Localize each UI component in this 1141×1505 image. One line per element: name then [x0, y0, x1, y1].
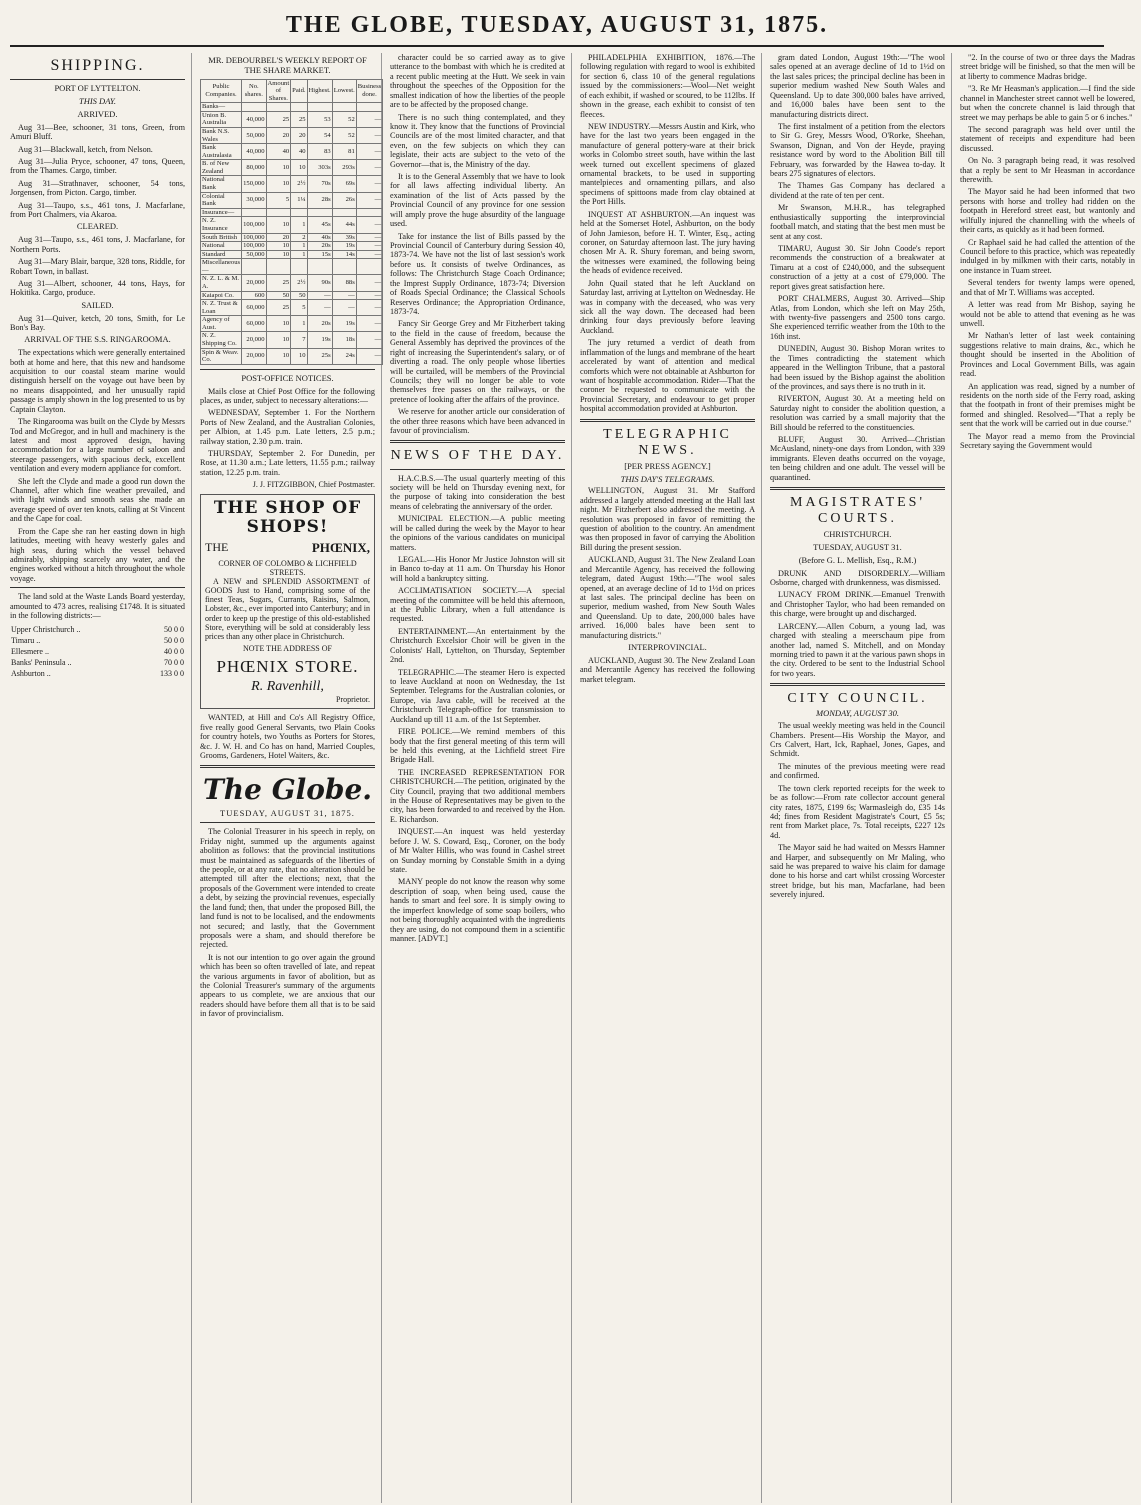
council-paragraph: An application was read, signed by a number of residents on the north side of the Ferry road, asking that the footpath in front of their premises might be formed and shingled. Resolved—"That a reply be sent that the work will be carried out in due course." [960, 381, 1135, 429]
globe-logo: The Globe. [202, 773, 373, 807]
court-case: LARCENY.—Allen Coburn, a young lad, was charged with stealing a meerschaum pipe from another lad, named S. Mitchell, and on Monday morning tried to pawn it at the various pawn shops in the city. Ordered to be sent to the Industrial School for two years. [770, 621, 945, 678]
council-paragraph: On No. 3 paragraph being read, it was resolved that a reply be sent to Mr Heasman in accordance therewith. [960, 156, 1135, 185]
table-row: Colonial Bank 30,000 5 1¼ 28s 26s — [202, 192, 382, 208]
telegram: DUNEDIN, August 30. Bishop Moran writes to the Times contradicting the statement which appeared in the Wellington Tribune, that a pastoral had been issued by the Bishop against the abolition of the provinces, and says there is no truth in it. [770, 344, 945, 391]
council-paragraph: The town clerk reported receipts for the week to be as follow:—From rate collector account general city rates, 1875, £199 6s; Warmasleigh do, £35 14s 4d; fines from Resident Magistrate's Court, £5 5s; rent from Market place, 7s. Total receipts, £227 12s 4d. [770, 783, 945, 840]
todays-telegrams: THIS DAY'S TELEGRAMS. [620, 473, 715, 484]
ad-phoenix: PHŒNIX, [311, 539, 370, 555]
news-item: NEW INDUSTRY.—Messrs Austin and Kirk, who have for the last two years been engaged in the manufacture of general pottery-ware at their brick works in Colombo street south, have within the last week turned out excellent specimens of glazed ornamental brackets, to be used in supporting mantelpieces and ornamenting pillars, and also specimens of spittoons made from clay obtained at the Port Hills. [580, 121, 755, 207]
arrival-item: Aug 31—Bee, schooner, 31 tons, Green, from Amuri Bluff. [10, 122, 185, 142]
council-paragraph: The Mayor read a memo from the Provincial Secretary saying the Government would [960, 431, 1135, 451]
leader-paragraph: character could be so carried away as to give utterance to the bombast with which he is credited at a recent public meeting at the Hutt. We seek in vain throughout the speeches of the Opposition for the smallest indication of how the liberties of the people are to be affected by the proposed change. [390, 53, 565, 110]
leader-paragraph: Take for instance the list of Bills passed by the Provincial Council of Canterbury during Session 40, 1873-74. We have not the list of last session's work before us. It consists of twelve Ordinances, as follows: The Christchurch Stage Coach Ordinance; the Imprest Supply Ordinance, 1873-74; Diversion of Roads Special Ordinance; the Classical Schools Reserves Ordinance; the Appropriation Ordinance, 1873-74. [390, 231, 565, 316]
leader-paragraph: Fancy Sir George Grey and Mr Fitzherbert taking to the field in the cause of freedom, because the General Assembly has deprived the provinces of the right of increasing the Superintendent's salary, or of diverting a road. The only people whose liberties will be curtailed, will be members of the Provincial Councils; they will no longer be able to vote themselves free passes on the railways, or the pretence of looking after the affairs of the province. [390, 319, 565, 404]
article-paragraph: From the Cape she ran her easting down in high latitudes, meeting with heavy westerly gales and high seas, during which the vessel behaved admirably, shipping scarcely any water, and the engines worked without a hitch throughout the whole voyage. [10, 526, 185, 583]
land-sale-intro: The land sold at the Waste Lands Board yesterday, amounted to 473 acres, realising £1748. It is situated in the following districts:— [10, 592, 185, 621]
news-item: MANY people do not know the reason why some description of soap, when being used, cause the hands to smart and feel sore. It is simply owing to the imperfect knowledge of some soap boilers, who not being thoroughly acquainted with the ingredients they are using, do not compound them in a scientific manner. [ADVT.] [390, 877, 565, 943]
table-row: Ellesmere .. 40 0 0 [11, 646, 184, 656]
post-office-heading: POST-OFFICE NOTICES. [241, 372, 334, 383]
council-paragraph: The usual weekly meeting was held in the Council Chambers. Present—His Worship the Mayor, and Crs Calvert, Hart, Ick, Raphael, Jones, Gapes, and Schmidt. [770, 721, 945, 759]
table-row: N. Z. Trust & Loan 60,000 25 5 — — — [202, 300, 382, 315]
share-report-heading: MR. DEBOURBEL'S WEEKLY REPORT OF THE SHARE MARKET. [208, 55, 367, 75]
council-paragraph: The minutes of the previous meeting were read and confirmed. [770, 761, 945, 781]
leader-paragraph: The Colonial Treasurer in his speech in reply, on Friday night, summed up the arguments against abolition as follows: that the provincial institutions must be maintained as safeguards of the liberties of the people, or at any rate, that no alteration should be attempted till after the elections; next, that the proposals of the Government were intended to create a debt, by seizing the provincial revenues, especially the land fund; then, that under the proposed Bill, the land fund is not to be localised, and the endowments not secured; and lastly, that the Government proposals were a sham, and should therefore be rejected. [200, 827, 375, 950]
council-paragraph: The second paragraph was held over until the statement of receipts and expenditure had been discussed. [960, 124, 1135, 153]
dateline: TUESDAY, AUGUST 31, 1875. [220, 807, 355, 818]
table-row: South British 100,000 20 2 40s 39s — [202, 233, 382, 241]
table-row: Ashburton .. 133 0 0 [11, 669, 184, 679]
phoenix-advertisement [200, 494, 375, 710]
news-item: ACCLIMATISATION SOCIETY.—A special meeting of the committee will be held this afternoon, at the Public Library, when a full attendance is requested. [390, 586, 565, 624]
table-row: Banks' Peninsula .. 70 0 0 [11, 658, 184, 668]
court-bench: (Before G. L. Mellish, Esq., R.M.) [798, 554, 917, 565]
news-item: PHILADELPHIA EXHIBITION, 1876.—The following regulation with regard to wool is exhibited for section 6, class 10 of the general regulations issued by the commissioners:—Wool—Net weight of each exhibit, if washed or scoured, to be 112lbs. If shown in the grease, each exhibit to consist of ten fleeces. [580, 53, 755, 119]
news-item: INQUEST.—An inquest was held yesterday before J. W. S. Coward, Esq., Coroner, on the body of Mr Walter Hillis, who was found in Cashel street on Sunday morning by Constable Smith in a dying state. [390, 827, 565, 874]
court-date: TUESDAY, AUGUST 31. [813, 542, 902, 553]
council-date: MONDAY, AUGUST 30. [816, 708, 899, 719]
shipping-heading: SHIPPING. [50, 57, 145, 74]
telegram: gram dated London, August 19th:—"The wool sales opened at an average decline of 1d to 1½d on the last sales prices; the principal decline has been in superior medium washed New South Wales and Queensland. Up to date 300,000 bales have arrived, and 16,000 bales have been sent to the manufacturing districts direct. [770, 53, 945, 119]
telegraphic-news-heading: TELEGRAPHIC NEWS. [603, 426, 732, 458]
ad-proprietor-name: R. Ravenhill, [251, 678, 324, 694]
telegram: WELLINGTON, August 31. Mr Stafford addressed a largely attended meeting at the Hall last night. Mr Fitzherbert also addressed the meeting. A resolution was proposed in favor of remitting the question of abolition to the country. An amendment was then proposed in favor of carrying the Abolition Bill during the present session. [580, 486, 755, 552]
news-item: John Quail stated that he left Auckland on Saturday last, arriving at Lyttelton on Wednesday. He was in company with the deceased, who was very sick all the way down. The deceased had been drinking four days previously before leaving Auckland. [580, 278, 755, 335]
telegram: The Thames Gas Company has declared a dividend at the rate of ten per cent. [770, 181, 945, 200]
column-5 [770, 53, 952, 1503]
telegram: The first instalment of a petition from the electors to Sir G. Grey, Messrs Wood, O'Rorke, Sheehan, Swanson, Dignan, and Von der Heyde, praying resistance word by word to the Abolition Bill till February, was forwarded by the Hawea to-day. It bears 275 signatures of electors. [770, 121, 945, 179]
telegram: AUCKLAND, August 31. The New Zealand Loan and Mercantile Agency, has received the following telegram, dated August 19th:—"The wool sales opened, at an average decline of 1d to 1½d on prices at last sales. The principal decline has been on superior, medium washed, from New South Wales and Queensland. Up to date, 200,000 bales have arrived. 16,000 bales have been sent to manufacturing districts." [580, 555, 755, 640]
ringarooma-heading: ARRIVAL OF THE S.S. RINGAROOMA. [24, 334, 171, 345]
post-notice: Mails close at Chief Post Office for the following places, as under, subject to necessary alterations:— [200, 386, 375, 405]
telegram: BLUFF, August 30. Arrived—Christian McAusland, ninety-one days from London, with 339 immigrants. Eleven deaths occurred on the voyage, ten being children and one adult. The vessel will be quarantined. [770, 435, 945, 482]
leader-paragraph: We reserve for another article our consideration of the other three reasons which have been advanced in favour of provincialism. [390, 407, 565, 436]
table-row: Insurance— [201, 208, 383, 217]
press-agency: [PER PRESS AGENCY.] [624, 460, 711, 471]
news-item: TELEGRAPHIC.—The steamer Hero is expected to leave Auckland at noon on Wednesday, the 1st September. Telegrams for the Australian colonies, or Europe, via Java cable, will be received at the Christchurch Telegraph-office for transmission to Auckland up till 11 a.m. of the 1st September. [390, 667, 565, 724]
column-3 [390, 53, 572, 1503]
telegram: Mr Swanson, M.H.R., has telegraphed enthusiastically supporting the interprovincial football match, and stating that the best men must be sent at any cost. [770, 203, 945, 241]
column-1 [10, 53, 192, 1503]
news-item: LEGAL.—His Honor Mr Justice Johnston will sit in Banco to-day at 11 a.m. On Thursday his Honor will hold a bankruptcy sitting. [390, 554, 565, 583]
table-row: Miscellaneous— [201, 259, 383, 275]
sailed-item: Aug 31—Quiver, ketch, 20 tons, Smith, for Le Bon's Bay. [10, 313, 185, 332]
arrival-item: Aug 31—Taupo, s.s., 461 tons, J. Macfarlane, from Port Chalmers, via Akaroa. [10, 200, 185, 220]
cleared-item: Aug 31—Albert, schooner, 44 tons, Hays, for Hokitika. Cargo, produce. [10, 278, 185, 298]
telegram: PORT CHALMERS, August 30. Arrived—Ship Atlas, from London, which she left on May 25th, with twenty-five passengers and 2500 tons cargo. She experienced terrific weather from the 10th to the 16th inst. [770, 294, 945, 341]
sailed-heading: SAILED. [81, 299, 114, 310]
ad-corner: CORNER OF COLOMBO & LICHFIELD STREETS. [218, 558, 357, 577]
article-paragraph: The expectations which were generally entertained both at home and here, that this new and handsome acquisition to our coastal steam marine would distinguish herself on the voyage out have been by no means disappointed, and her unusually rapid passage is amply shown in the log presented to us by Captain Clayton. [10, 348, 185, 414]
table-row: B. of New Zealand 80,000 10 10 303s 293s — [202, 160, 382, 175]
news-item: THE INCREASED REPRESENTATION FOR CHRISTCHURCH.—The petition, originated by the City Council, praying that two additional members in the House of Representatives may be given to the city, has been forwarded to and received by the Hon. E. Richardson. [390, 767, 565, 824]
council-paragraph: "2. In the course of two or three days the Madras street bridge will be finished, so that the men will be at liberty to commence Madras bridge. [960, 53, 1135, 81]
article-paragraph: She left the Clyde and made a good run down the Channel, after which fine weather prevailed, and with light winds and smooth seas she made an average speed of over ten knots, calling at St Vincent and the Cape for coal. [10, 476, 185, 524]
council-paragraph: Cr Raphael said he had called the attention of the Council before to this practice, which was repeatedly indulged in by milkmen with their carts, notably in one instance in Tuam street. [960, 237, 1135, 275]
table-row: Banks— [201, 103, 383, 112]
news-item: H.A.C.B.S.—The usual quarterly meeting of this society will be held on Thursday evening next, for the purpose of taking into consideration the best means of celebrating the anniversary of the order. [390, 473, 565, 511]
post-notice: THURSDAY, September 2. For Dunedin, per Rose, at 11.30 a.m.; Late letters, 11.55 p.m.; railway station, 12.25 p.m. train. [200, 449, 375, 477]
news-of-the-day-heading: NEWS OF THE DAY. [390, 448, 565, 464]
news-item: MUNICIPAL ELECTION.—A public meeting will be called during the week by the Mayor to hear the opinions of the various candidates on municipal matters. [390, 514, 565, 552]
ad-store-name: PHŒNIX STORE. [216, 657, 359, 677]
table-row: N. Z. Insurance 100,000 10 1 45s 44s — [202, 217, 382, 232]
cleared-heading: CLEARED. [76, 221, 119, 232]
council-paragraph: The Mayor said he had waited on Messrs Hamner and Harper, and subsequently on Mr Maling, who said he was prepared to waive his claim for damage done to his horse and cart whilst crossing Worcester street bridge, but his man, Macfarlane, had been severely injured. [770, 843, 945, 900]
interprovincial-heading: INTERPROVINCIAL. [628, 642, 707, 653]
arrival-item: Aug 31—Strathnaver, schooner, 54 tons, Jorgensen, from Picton. Cargo, timber. [10, 178, 185, 198]
council-paragraph: Mr Nathan's letter of last week containing suggestions relative to main drains, &c., which he thought should be inserted in the Abolition of Provinces and Local Government Bills, was again read. [960, 331, 1135, 379]
columns [10, 53, 1135, 1503]
column-6 [960, 53, 1141, 1503]
ad-proprietor: Proprietor. [336, 695, 370, 705]
magistrates-courts-heading: MAGISTRATES' COURTS. [790, 495, 925, 527]
wanted-ad: WANTED, at Hill and Co's All Registry Office, five really good General Servants, two Plain Cooks for country hotels, two Youths as Porters for Stores, &c. J. W. H. and Co has on hand, Married Couples, Grooms, Gardeners, Hotel Waiters, &c. [200, 713, 375, 760]
this-day: THIS DAY. [78, 96, 116, 107]
court-location: CHRISTCHURCH. [823, 529, 892, 540]
port-heading: PORT OF LYTTELTON. [54, 83, 141, 94]
shop-of-shops-title: THE SHOP OF SHOPS! [213, 497, 362, 538]
table-row: Bank N.S. Wales 50,000 20 20 54 52 — [202, 128, 382, 143]
news-item: The jury returned a verdict of death from inflammation of the lungs and membrane of the heart accelerated by want of attention and medical comforts which were not obtainable at Ashburton for want of hospitable accommodation. Rider—That the coroner be requested to communicate with the Provincial Secretary, and endeavour to get proper hospital accommodation provided at Ashburton. [580, 338, 755, 414]
cleared-item: Aug 31—Mary Blair, barque, 328 tons, Riddle, for Robart Town, in ballast. [10, 257, 185, 276]
court-case: DRUNK AND DISORDERLY.—William Osborne, charged with drunkenness, was dismissed. [770, 568, 945, 588]
table-header-row: Public Companies. No. shares. Amount of Shares. Paid. Highest. Lowest. Business done. [201, 79, 383, 103]
news-item: ENTERTAINMENT.—An entertainment by the Christchurch Excelsior Choir will be given in the Colonists' Hall, Lyttelton, on Thursday, September 2nd. [390, 626, 565, 665]
court-case: LUNACY FROM DRINK.—Emanuel Trenwith and Christopher Taylor, who had been remanded on this charge, were brought up and discharged. [770, 590, 945, 619]
ad-note: NOTE THE ADDRESS OF [243, 644, 332, 654]
table-row: Bank Australasia 40,000 40 40 83 81 — [202, 144, 382, 159]
arrival-item: Aug 31—Julia Pryce, schooner, 47 tons, Queen, from the Thames. Cargo, timber. [10, 156, 185, 176]
telegram: AUCKLAND, August 30. The New Zealand Loan and Mercantile Agency has received the following market telegram. [580, 655, 755, 684]
city-council-heading: CITY COUNCIL. [787, 691, 928, 707]
postmaster-signature: J. J. FITZGIBBON, Chief Postmaster. [252, 480, 375, 490]
table-row: N. Z. Shipping Co. 20,000 10 7 19s 18s — [202, 332, 382, 348]
arrival-item: Aug 31—Blackwall, ketch, from Nelson. [18, 144, 153, 154]
table-row: Agency of Aust. 60,000 10 1 20s 19s — [202, 316, 382, 331]
leader-paragraph: There is no such thing contemplated, and they know it. They know that the functions of Provincial Councils are of the most limited character, and that even, on the few subjects on which they can legislate, their acts are subject to the veto of the Governor—that is, the Ministry of the day. [390, 112, 565, 169]
ad-the: THE [205, 539, 229, 554]
council-paragraph: "3. Re Mr Heasman's application.—I find the side channel in Manchester street cannot well be lowered, but when the concrete channel is laid through that street we may perhaps be able to gain 5 or 6 inches." [960, 84, 1135, 122]
table-row: Upper Christchurch .. 50 0 0 [11, 624, 184, 634]
council-paragraph: A letter was read from Mr Bishop, saying he would not be able to attend that evening as he was unwell. [960, 300, 1135, 328]
table-row: N. Z. L. & M. A. 20,000 25 2½ 90s 88s — [202, 275, 382, 290]
council-paragraph: The Mayor said he had been informed that two persons with horse and trolley had ridden on the footpath in Hereford street east, but wantonly and wilfully injured the channelling with the wheels of their carts, as quickly as it had been formed. [960, 187, 1135, 235]
masthead: THE GLOBE, TUESDAY, AUGUST 31, 1875. [10, 8, 1104, 47]
table-row: Kaiapoi Co. 600 50 50 — — — [202, 291, 382, 299]
leader-paragraph: It is not our intention to go over again the ground which has been so often travelled of late, and repeat the various arguments in favor of abolition, but as the Colonial Treasurer's summary of the arguments appears to us complete, we are anxious that our readers should have before them all that is to be said in favor of provincialism. [200, 952, 375, 1019]
table-row: Union B. Australia 40,000 25 25 53 52 — [202, 111, 382, 127]
post-notice: WEDNESDAY, September 1. For the Northern Ports of New Zealand, and the Australian Colonies, per Albion, at 1.45 p.m. Late letters, 2.5 p.m.; railway station, 2.30 p.m. train. [200, 408, 375, 446]
table-row: Timaru .. 50 0 0 [11, 635, 184, 645]
table-row: Standard 50,000 10 1 15s 14s — [202, 250, 382, 258]
table-row: National 100,000 10 1 20s 19s — [202, 242, 382, 250]
article-paragraph: The Ringarooma was built on the Clyde by Messrs Tod and McGregor, and in hull and machinery is the latest and most approved design, having accommodation for a large number of saloon and steerage passengers, with spacious deck, excellent ventilation and every modern appliance for comfort. [10, 417, 185, 474]
leader-paragraph: It is to the General Assembly that we have to look for all laws affecting individual liberty. An examination of the list of Acts passed by the Provincial Council of any province for one session will amply prove the huge absurdity of the language used. [390, 172, 565, 229]
council-paragraph: Several tenders for twenty lamps were opened, and that of Mr T. Williams was accepted. [960, 278, 1135, 297]
land-table [10, 624, 185, 680]
ad-text: A NEW and SPLENDID ASSORTMENT of GOODS Just to Hand, comprising some of the finest Teas, Sugars, Currants, Raisins, Salmon, Lobster, &c., ever imported into Canterbury; and in order to keep up the prestige of this old-established Store, everything will be sold at considerably less prices than any other place in Christchurch. [205, 576, 370, 642]
column-4 [580, 53, 762, 1503]
share-table [200, 79, 383, 365]
telegram: RIVERTON, August 30. At a meeting held on Saturday night to consider the abolition question, a resolution was carried by a small majority that the Bill should be referred to the constituencies. [770, 394, 945, 432]
arrived-heading: ARRIVED. [77, 108, 118, 119]
column-2 [200, 53, 382, 1503]
cleared-item: Aug 31—Taupo, s.s., 461 tons, J. Macfarlane, for Northern Ports. [10, 235, 185, 254]
table-row: National Bank 150,000 10 2½ 70s 69s — [202, 176, 382, 192]
table-row: Spin & Weav. Co. 20,000 10 10 25s 24s — [202, 348, 382, 364]
news-item: INQUEST AT ASHBURTON.—An inquest was held at the Somerset Hotel, Ashburton, on the body of John Jamieson, before H. T. Winter, Esq., acting coroner, on Saturday afternoon last. The jury having chosen Mr A. R. Shury foreman, and being sworn, the witnesses were examined, the following being the heads of evidence received. [580, 209, 755, 276]
news-item: FIRE POLICE.—We remind members of this body that the first general meeting of this term will be held this evening, at the Lichfield street Fire Brigade Hall. [390, 727, 565, 765]
telegram: TIMARU, August 30. Sir John Coode's report recommends the construction of a breakwater at Timaru at a cost of £240,000, and the subsequent construction of a jetty at a cost of £79,000. The report gives great satisfaction here. [770, 244, 945, 291]
